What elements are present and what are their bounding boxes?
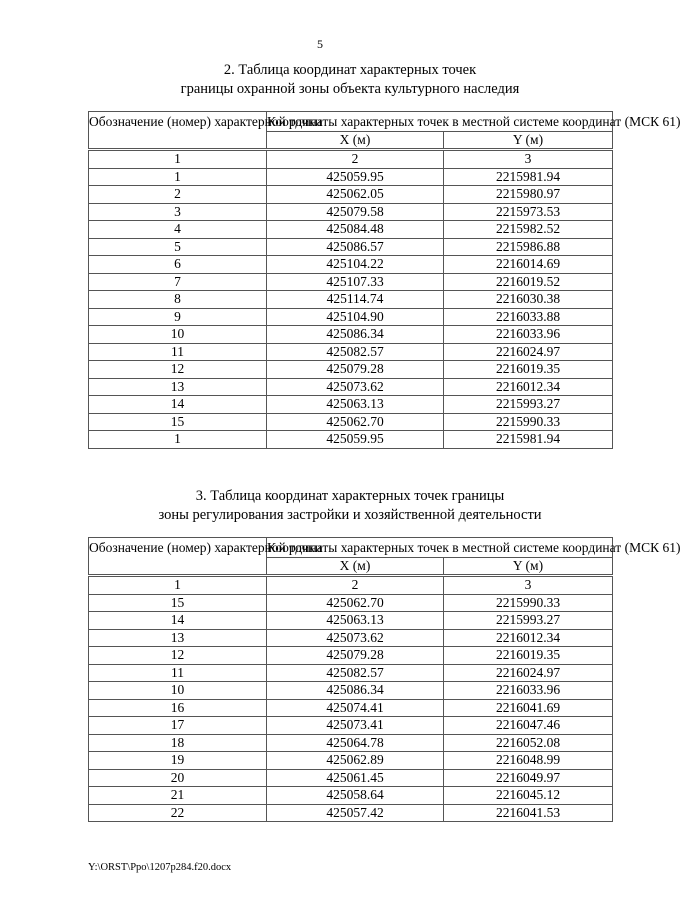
point-number-cell: 13 <box>89 378 267 396</box>
table-row <box>89 203 613 221</box>
point-number-cell: 17 <box>89 717 267 735</box>
table-row <box>89 734 613 752</box>
table-row <box>89 612 613 630</box>
x-coordinate-cell: 425073.62 <box>267 378 444 396</box>
point-number-cell: 6 <box>89 256 267 274</box>
x-coordinate-cell: 425063.13 <box>267 612 444 630</box>
table-row <box>89 273 613 291</box>
point-number-cell: 22 <box>89 804 267 822</box>
y-coordinate-cell: 2216024.97 <box>444 664 613 682</box>
y-coordinate-cell: 2216047.46 <box>444 717 613 735</box>
table-3-title-line-2: зоны регулирования застройки и хозяйственной деятельности <box>158 507 542 523</box>
y-coordinate-cell: 2215990.33 <box>444 413 613 431</box>
y-coordinate-cell: 2216030.38 <box>444 291 613 309</box>
y-coordinate-cell: 2216012.34 <box>444 629 613 647</box>
column-number-cell: 2 <box>267 576 444 595</box>
x-coordinate-cell: 425073.41 <box>267 717 444 735</box>
column-number-cell: 3 <box>444 150 613 169</box>
coordinates-header: Координаты характерных точек в местной системе координат (МСК 61) <box>267 538 613 558</box>
point-number-cell: 5 <box>89 238 267 256</box>
x-coordinate-cell: 425082.57 <box>267 664 444 682</box>
column-number-row <box>89 150 613 169</box>
column-number-cell: 2 <box>267 150 444 169</box>
point-number-cell: 1 <box>89 168 267 186</box>
point-number-cell: 10 <box>89 682 267 700</box>
x-coordinate-cell: 425062.70 <box>267 594 444 612</box>
point-number-cell: 19 <box>89 752 267 770</box>
table-row <box>89 343 613 361</box>
table-row <box>89 804 613 822</box>
x-coordinate-cell: 425059.95 <box>267 168 444 186</box>
y-coordinate-cell: 2216019.35 <box>444 361 613 379</box>
table-2-title-line-2: границы охранной зоны объекта культурного наследия <box>180 81 520 97</box>
column-number-cell: 1 <box>89 576 267 595</box>
x-coordinate-cell: 425084.48 <box>267 221 444 239</box>
point-number-cell: 4 <box>89 221 267 239</box>
point-designation-header: Обозначение (номер) характерной точки <box>89 112 267 150</box>
table-row <box>89 238 613 256</box>
table-row <box>89 769 613 787</box>
y-coordinate-cell: 2215993.27 <box>444 396 613 414</box>
x-coordinate-cell: 425062.89 <box>267 752 444 770</box>
y-column-header: Y (м) <box>444 132 613 150</box>
x-coordinate-cell: 425059.95 <box>267 431 444 449</box>
table-2-title <box>88 61 612 99</box>
x-column-header: X (м) <box>267 558 444 576</box>
x-coordinate-cell: 425061.45 <box>267 769 444 787</box>
table-row <box>89 378 613 396</box>
y-coordinate-cell: 2216012.34 <box>444 378 613 396</box>
coordinates-table-3 <box>88 537 680 822</box>
x-coordinate-cell: 425064.78 <box>267 734 444 752</box>
x-coordinate-cell: 425079.58 <box>267 203 444 221</box>
x-coordinate-cell: 425074.41 <box>267 699 444 717</box>
y-coordinate-cell: 2215982.52 <box>444 221 613 239</box>
y-coordinate-cell: 2216033.88 <box>444 308 613 326</box>
x-coordinate-cell: 425104.22 <box>267 256 444 274</box>
table-row <box>89 431 613 449</box>
table-3-title <box>88 487 612 525</box>
x-coordinate-cell: 425107.33 <box>267 273 444 291</box>
point-number-cell: 15 <box>89 594 267 612</box>
y-coordinate-cell: 2216033.96 <box>444 326 613 344</box>
point-number-cell: 15 <box>89 413 267 431</box>
x-coordinate-cell: 425058.64 <box>267 787 444 805</box>
point-number-cell: 2 <box>89 186 267 204</box>
x-coordinate-cell: 425062.70 <box>267 413 444 431</box>
y-coordinate-cell: 2216033.96 <box>444 682 613 700</box>
point-number-cell: 13 <box>89 629 267 647</box>
table-row <box>89 682 613 700</box>
y-coordinate-cell: 2216014.69 <box>444 256 613 274</box>
table-row <box>89 396 613 414</box>
y-coordinate-cell: 2216041.69 <box>444 699 613 717</box>
table-row <box>89 413 613 431</box>
y-coordinate-cell: 2215986.88 <box>444 238 613 256</box>
y-coordinate-cell: 2215973.53 <box>444 203 613 221</box>
column-number-row <box>89 576 613 595</box>
y-coordinate-cell: 2215981.94 <box>444 168 613 186</box>
footer-file-path: Y:\ORST\Ppo\1207p284.f20.docx <box>88 862 232 873</box>
table-row <box>89 629 613 647</box>
x-column-header: X (м) <box>267 132 444 150</box>
point-number-cell: 18 <box>89 734 267 752</box>
point-number-cell: 3 <box>89 203 267 221</box>
y-column-header: Y (м) <box>444 558 613 576</box>
point-number-cell: 8 <box>89 291 267 309</box>
point-number-cell: 12 <box>89 647 267 665</box>
x-coordinate-cell: 425104.90 <box>267 308 444 326</box>
table-3-title-line-1: 3. Таблица координат характерных точек границы <box>195 488 505 504</box>
column-number-cell: 3 <box>444 576 613 595</box>
table-row <box>89 699 613 717</box>
x-coordinate-cell: 425114.74 <box>267 291 444 309</box>
x-coordinate-cell: 425079.28 <box>267 361 444 379</box>
table-row <box>89 594 613 612</box>
y-coordinate-cell: 2215993.27 <box>444 612 613 630</box>
x-coordinate-cell: 425086.34 <box>267 682 444 700</box>
point-number-cell: 14 <box>89 612 267 630</box>
y-coordinate-cell: 2216024.97 <box>444 343 613 361</box>
table-row <box>89 308 613 326</box>
y-coordinate-cell: 2215990.33 <box>444 594 613 612</box>
point-number-cell: 14 <box>89 396 267 414</box>
y-coordinate-cell: 2215980.97 <box>444 186 613 204</box>
point-number-cell: 7 <box>89 273 267 291</box>
page-number: 5 <box>317 37 323 51</box>
x-coordinate-cell: 425086.57 <box>267 238 444 256</box>
table-row <box>89 168 613 186</box>
table-row <box>89 361 613 379</box>
coordinates-header: Координаты характерных точек в местной системе координат (МСК 61) <box>267 112 613 132</box>
x-coordinate-cell: 425063.13 <box>267 396 444 414</box>
point-number-cell: 9 <box>89 308 267 326</box>
table-row <box>89 647 613 665</box>
point-number-cell: 10 <box>89 326 267 344</box>
point-designation-header: Обозначение (номер) характерной точки <box>89 538 267 576</box>
table-row <box>89 326 613 344</box>
table-row <box>89 291 613 309</box>
y-coordinate-cell: 2216045.12 <box>444 787 613 805</box>
y-coordinate-cell: 2215981.94 <box>444 431 613 449</box>
coordinates-table-2 <box>88 111 680 449</box>
table-row <box>89 221 613 239</box>
column-number-cell: 1 <box>89 150 267 169</box>
table-row <box>89 186 613 204</box>
point-number-cell: 20 <box>89 769 267 787</box>
table-row <box>89 787 613 805</box>
x-coordinate-cell: 425086.34 <box>267 326 444 344</box>
y-coordinate-cell: 2216049.97 <box>444 769 613 787</box>
point-number-cell: 11 <box>89 664 267 682</box>
point-number-cell: 21 <box>89 787 267 805</box>
point-number-cell: 16 <box>89 699 267 717</box>
table-row <box>89 752 613 770</box>
table-2-title-line-1: 2. Таблица координат характерных точек <box>223 62 477 78</box>
table-row <box>89 717 613 735</box>
point-number-cell: 1 <box>89 431 267 449</box>
y-coordinate-cell: 2216052.08 <box>444 734 613 752</box>
point-number-cell: 12 <box>89 361 267 379</box>
y-coordinate-cell: 2216041.53 <box>444 804 613 822</box>
y-coordinate-cell: 2216019.35 <box>444 647 613 665</box>
table-row <box>89 256 613 274</box>
x-coordinate-cell: 425057.42 <box>267 804 444 822</box>
x-coordinate-cell: 425062.05 <box>267 186 444 204</box>
x-coordinate-cell: 425082.57 <box>267 343 444 361</box>
table-row <box>89 664 613 682</box>
x-coordinate-cell: 425079.28 <box>267 647 444 665</box>
x-coordinate-cell: 425073.62 <box>267 629 444 647</box>
y-coordinate-cell: 2216019.52 <box>444 273 613 291</box>
point-number-cell: 11 <box>89 343 267 361</box>
y-coordinate-cell: 2216048.99 <box>444 752 613 770</box>
